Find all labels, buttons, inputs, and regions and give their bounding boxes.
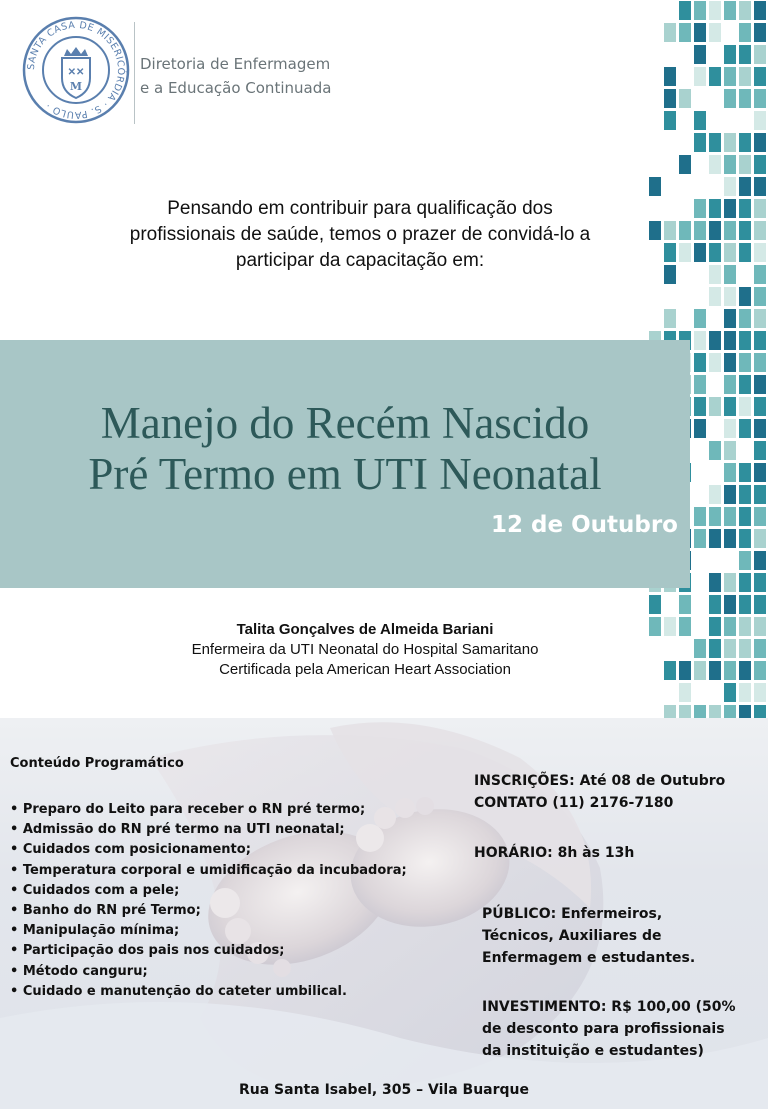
mosaic-tile <box>724 89 736 108</box>
mosaic-tile <box>679 595 691 614</box>
santa-casa-logo <box>22 16 130 124</box>
mosaic-tile <box>739 375 751 394</box>
mosaic-tile <box>664 89 676 108</box>
investment-line-2: de desconto para profissionais <box>482 1021 725 1037</box>
program-item: • Cuidado e manutenção do cateter umbilical. <box>10 982 450 1002</box>
mosaic-tile <box>754 67 766 86</box>
mosaic-tile <box>739 45 751 64</box>
course-date: 12 de Outubro <box>491 512 678 538</box>
mosaic-tile <box>754 573 766 592</box>
mosaic-tile <box>724 221 736 240</box>
mosaic-tile <box>664 67 676 86</box>
mosaic-tile <box>724 287 736 306</box>
mosaic-tile <box>709 221 721 240</box>
mosaic-tile <box>724 441 736 460</box>
contact-phone: CONTATO (11) 2176-7180 <box>474 795 674 811</box>
mosaic-tile <box>709 573 721 592</box>
mosaic-tile <box>709 287 721 306</box>
svg-text:M: M <box>69 80 83 93</box>
header-divider <box>134 22 135 124</box>
mosaic-tile <box>664 23 676 42</box>
mosaic-tile <box>739 485 751 504</box>
mosaic-tile <box>679 1 691 20</box>
course-title <box>0 398 690 500</box>
mosaic-tile <box>754 617 766 636</box>
mosaic-tile <box>739 397 751 416</box>
investment-info <box>482 996 736 1062</box>
mosaic-tile <box>694 397 706 416</box>
mosaic-tile <box>694 529 706 548</box>
mosaic-tile <box>664 111 676 130</box>
mosaic-tile <box>724 177 736 196</box>
mosaic-tile <box>754 463 766 482</box>
mosaic-tile <box>754 683 766 702</box>
mosaic-tile <box>739 551 751 570</box>
program-item: • Admissão do RN pré termo na UTI neonatal; <box>10 820 450 840</box>
mosaic-tile <box>754 639 766 658</box>
mosaic-tile <box>739 221 751 240</box>
mosaic-tile <box>739 67 751 86</box>
mosaic-tile <box>709 67 721 86</box>
mosaic-tile <box>754 133 766 152</box>
mosaic-tile <box>694 331 706 350</box>
mosaic-tile <box>694 133 706 152</box>
mosaic-tile <box>739 463 751 482</box>
mosaic-tile <box>724 199 736 218</box>
audience-line-2: Técnicos, Auxiliares de <box>482 928 662 944</box>
mosaic-tile <box>754 155 766 174</box>
mosaic-tile <box>724 617 736 636</box>
mosaic-tile <box>724 67 736 86</box>
mosaic-tile <box>724 595 736 614</box>
mosaic-tile <box>724 45 736 64</box>
mosaic-tile <box>739 23 751 42</box>
mosaic-tile <box>679 243 691 262</box>
mosaic-tile <box>754 309 766 328</box>
mosaic-tile <box>649 595 661 614</box>
mosaic-tile <box>694 309 706 328</box>
mosaic-tile <box>724 133 736 152</box>
santa-casa-seal-icon <box>22 16 130 124</box>
mosaic-tile <box>754 287 766 306</box>
speaker-certification: Certificada pela American Heart Association <box>219 661 511 678</box>
mosaic-tile <box>694 507 706 526</box>
mosaic-tile <box>679 155 691 174</box>
registration-info <box>474 770 725 814</box>
mosaic-tile <box>694 221 706 240</box>
mosaic-tile <box>679 89 691 108</box>
mosaic-tile <box>709 155 721 174</box>
logo-ring-text: SANTA CASA DE MISERICÓRDIA · S. PAULO · <box>25 19 127 121</box>
program-item: • Manipulação mínima; <box>10 921 450 941</box>
mosaic-tile <box>694 375 706 394</box>
mosaic-tile <box>754 595 766 614</box>
mosaic-tile <box>724 353 736 372</box>
mosaic-tile <box>709 331 721 350</box>
course-title-line-1: Manejo do Recém Nascido <box>100 398 590 448</box>
mosaic-tile <box>724 573 736 592</box>
mosaic-tile <box>724 507 736 526</box>
mosaic-tile <box>724 397 736 416</box>
org-line-2: e a Educação Continuada <box>140 79 332 97</box>
mosaic-tile <box>754 441 766 460</box>
mosaic-tile <box>739 507 751 526</box>
program-item: • Participação dos pais nos cuidados; <box>10 941 450 961</box>
mosaic-tile <box>739 529 751 548</box>
mosaic-tile <box>754 243 766 262</box>
invitation-text <box>40 196 680 274</box>
mosaic-tile <box>679 661 691 680</box>
mosaic-tile <box>754 661 766 680</box>
program-item: • Método canguru; <box>10 962 450 982</box>
program-item: • Temperatura corporal e umidificação da incubadora; <box>10 861 450 881</box>
mosaic-tile <box>739 177 751 196</box>
mosaic-tile <box>724 419 736 438</box>
mosaic-tile <box>754 111 766 130</box>
mosaic-tile <box>739 199 751 218</box>
mosaic-tile <box>709 397 721 416</box>
mosaic-tile <box>664 309 676 328</box>
mosaic-tile <box>694 353 706 372</box>
program-title: Conteúdo Programático <box>10 756 184 771</box>
mosaic-tile <box>739 661 751 680</box>
mosaic-tile <box>739 573 751 592</box>
mosaic-tile <box>679 617 691 636</box>
mosaic-tile <box>724 1 736 20</box>
mosaic-tile <box>709 23 721 42</box>
intro-line-2: profissionais de saúde, temos o prazer de convidá-lo a <box>129 224 591 245</box>
mosaic-tile <box>739 419 751 438</box>
mosaic-tile <box>709 595 721 614</box>
mosaic-tile <box>754 529 766 548</box>
mosaic-tile <box>739 331 751 350</box>
mosaic-tile <box>739 287 751 306</box>
mosaic-tile <box>694 23 706 42</box>
program-item: • Cuidados com a pele; <box>10 881 450 901</box>
mosaic-tile <box>739 683 751 702</box>
mosaic-tile <box>694 199 706 218</box>
mosaic-tile <box>739 1 751 20</box>
mosaic-tile <box>739 133 751 152</box>
schedule-info: HORÁRIO: 8h às 13h <box>474 845 635 861</box>
mosaic-tile <box>754 507 766 526</box>
mosaic-tile <box>694 661 706 680</box>
mosaic-tile <box>724 331 736 350</box>
mosaic-tile <box>694 639 706 658</box>
mosaic-tile <box>709 265 721 284</box>
speaker-block <box>60 620 670 680</box>
mosaic-tile <box>724 265 736 284</box>
mosaic-tile <box>739 243 751 262</box>
mosaic-tile <box>754 551 766 570</box>
org-line-1: Diretoria de Enfermagem <box>140 55 331 73</box>
mosaic-tile <box>694 67 706 86</box>
program-item: • Banho do RN pré Termo; <box>10 901 450 921</box>
mosaic-tile <box>709 441 721 460</box>
registration-deadline: INSCRIÇÕES: Até 08 de Outubro <box>474 773 726 789</box>
mosaic-tile <box>709 661 721 680</box>
mosaic-tile <box>709 199 721 218</box>
mosaic-tile <box>709 243 721 262</box>
mosaic-tile <box>754 45 766 64</box>
mosaic-tile <box>754 1 766 20</box>
mosaic-tile <box>754 177 766 196</box>
audience-line-1: PÚBLICO: Enfermeiros, <box>482 906 663 922</box>
mosaic-tile <box>694 1 706 20</box>
mosaic-tile <box>739 89 751 108</box>
investment-line-1: INVESTIMENTO: R$ 100,00 (50% <box>482 999 736 1015</box>
svg-text:✕✕: ✕✕ <box>67 67 85 78</box>
org-name <box>140 52 331 100</box>
mosaic-tile <box>709 617 721 636</box>
mosaic-tile <box>724 375 736 394</box>
program-list <box>10 800 450 1002</box>
mosaic-tile <box>694 45 706 64</box>
mosaic-tile <box>709 353 721 372</box>
mosaic-tile <box>739 639 751 658</box>
audience-line-3: Enfermagem e estudantes. <box>482 950 696 966</box>
program-item: • Preparo do Leito para receber o RN pré termo; <box>10 800 450 820</box>
program-item: • Cuidados com posicionamento; <box>10 840 450 860</box>
mosaic-tile <box>679 683 691 702</box>
mosaic-tile <box>709 639 721 658</box>
mosaic-tile <box>724 155 736 174</box>
mosaic-tile <box>754 485 766 504</box>
mosaic-tile <box>724 463 736 482</box>
mosaic-tile <box>694 419 706 438</box>
mosaic-tile <box>724 529 736 548</box>
mosaic-tile <box>724 661 736 680</box>
mosaic-tile <box>649 177 661 196</box>
intro-line-1: Pensando em contribuir para qualificação dos <box>167 198 553 219</box>
mosaic-tile <box>724 639 736 658</box>
mosaic-tile <box>694 111 706 130</box>
mosaic-tile <box>739 595 751 614</box>
audience-info <box>482 903 695 969</box>
speaker-name: Talita Gonçalves de Almeida Bariani <box>236 621 494 638</box>
mosaic-tile <box>754 419 766 438</box>
mosaic-tile <box>754 89 766 108</box>
course-title-line-2: Pré Termo em UTI Neonatal <box>88 449 602 499</box>
mosaic-tile <box>724 243 736 262</box>
mosaic-tile <box>724 309 736 328</box>
mosaic-tile <box>709 1 721 20</box>
mosaic-tile <box>679 221 691 240</box>
mosaic-tile <box>724 485 736 504</box>
mosaic-tile <box>754 397 766 416</box>
mosaic-tile <box>754 23 766 42</box>
mosaic-tile <box>739 155 751 174</box>
mosaic-tile <box>709 133 721 152</box>
mosaic-tile <box>754 331 766 350</box>
mosaic-tile <box>754 221 766 240</box>
mosaic-tile <box>754 265 766 284</box>
intro-line-3: participar da capacitação em: <box>235 250 485 271</box>
investment-line-3: da instituição e estudantes) <box>482 1043 704 1059</box>
mosaic-tile <box>709 507 721 526</box>
mosaic-tile <box>724 683 736 702</box>
mosaic-tile <box>709 485 721 504</box>
mosaic-tile <box>754 375 766 394</box>
mosaic-tile <box>739 617 751 636</box>
speaker-role: Enfermeira da UTI Neonatal do Hospital Samaritano <box>191 641 539 658</box>
mosaic-tile <box>739 309 751 328</box>
mosaic-tile <box>739 353 751 372</box>
mosaic-tile <box>754 199 766 218</box>
mosaic-tile <box>709 529 721 548</box>
mosaic-tile <box>679 23 691 42</box>
mosaic-tile <box>754 353 766 372</box>
mosaic-tile <box>694 243 706 262</box>
event-address: Rua Santa Isabel, 305 – Vila Buarque <box>238 1082 530 1098</box>
